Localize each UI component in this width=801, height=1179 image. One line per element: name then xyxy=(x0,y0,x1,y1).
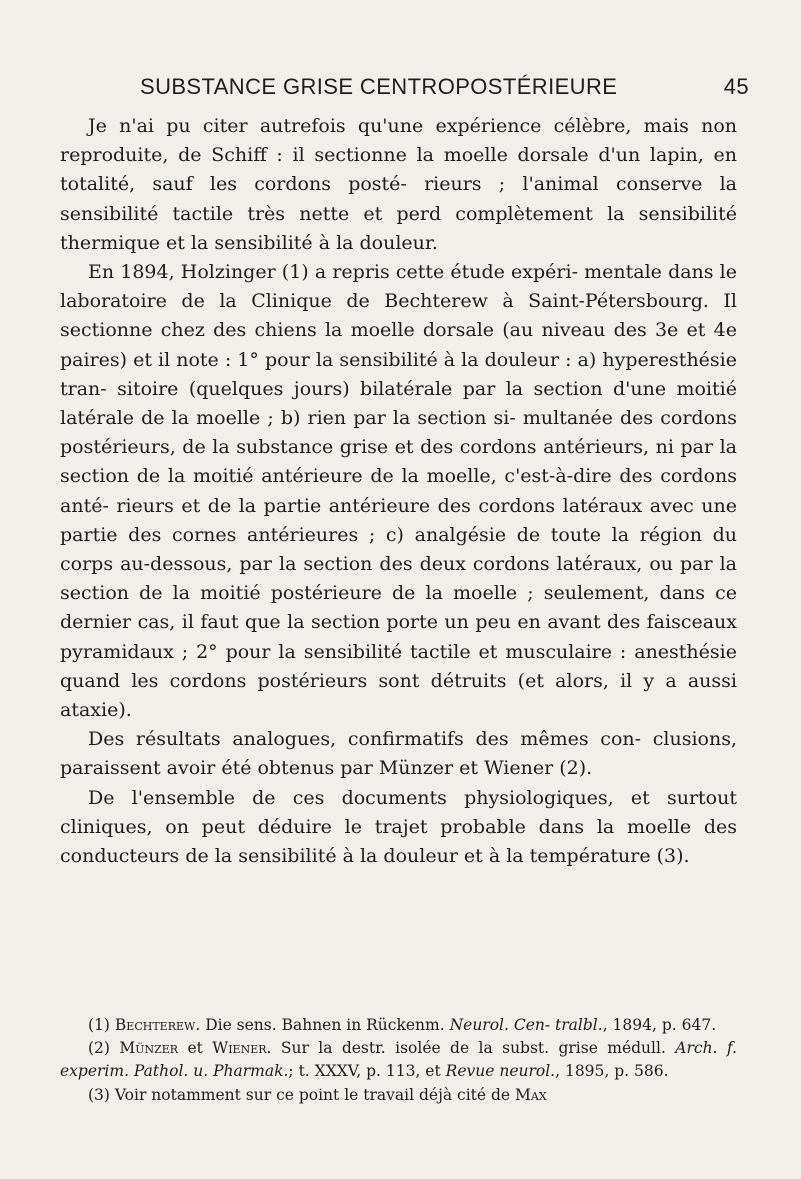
footnotes xyxy=(60,1014,737,1107)
footnote-2-text: Sur la destr. isolée de la subst. grise médull. xyxy=(280,1039,666,1058)
footnote-1-author: Bechterew. xyxy=(114,1016,201,1034)
paragraph-1: Je n'ai pu citer autrefois qu'une expérience célèbre, mais non reproduite, de Schiff : il sectionne la moelle dorsale d'un lapin, en totalité, sauf les cordons posté- rieurs ; l'animal conserve la sensibilité tactile très nette et perd complètement la sensibilité thermique et la sensibilité à la douleur. xyxy=(60,115,737,254)
body-text xyxy=(60,112,737,871)
footnote-2-author: Münzer xyxy=(119,1039,179,1058)
paragraph-4: De l'ensemble de ces documents physiologiques, et surtout cliniques, on peut déduire le trajet probable dans la moelle des conducteurs de la sensibilité à la douleur et à la température (3). xyxy=(60,786,737,868)
footnote-2-journal: Arch. f. experim. Pathol. u. Pharmak. xyxy=(60,1039,737,1081)
footnote-3-text: Voir notamment sur ce point le travail déjà cité de xyxy=(114,1085,511,1104)
footnote-2-number: (2) xyxy=(88,1039,110,1058)
footnote-1-number: (1) xyxy=(88,1016,110,1034)
footnote-3 xyxy=(60,1084,737,1107)
page-number: 45 xyxy=(723,74,749,99)
footnote-2 xyxy=(60,1037,737,1083)
footnote-3-number: (3) xyxy=(88,1085,110,1104)
footnote-1-rest: , 1894, p. 647. xyxy=(602,1016,717,1034)
footnote-1-text: Die sens. Bahnen in Rückenm. xyxy=(205,1016,445,1034)
running-head-title: SUBSTANCE GRISE CENTROPOSTÉRIEURE xyxy=(140,74,618,99)
footnote-1 xyxy=(60,1014,737,1037)
footnote-2-rest2: , 1895, p. 586. xyxy=(555,1062,669,1081)
running-head xyxy=(60,74,749,106)
footnote-1-journal: Neurol. Cen- tralbl. xyxy=(449,1016,603,1034)
footnote-2-journal2: Revue neurol. xyxy=(445,1062,556,1081)
footnote-3-author: Max xyxy=(515,1085,547,1104)
paragraph-3: Des résultats analogues, confirmatifs des mêmes con- clusions, paraissent avoir été obtenus par Münzer et Wiener (2). xyxy=(60,728,737,780)
footnote-2-rest: ; t. XXXV, p. 113, et xyxy=(288,1062,441,1081)
footnote-2-between: et xyxy=(187,1039,203,1058)
footnote-2-author2: Wiener. xyxy=(212,1039,272,1058)
paragraph-2: En 1894, Holzinger (1) a repris cette étude expéri- mentale dans le laboratoire de la Clinique de Bechterew à Saint-Pétersbourg. Il sectionne chez des chiens la moelle dorsale (au niveau des 3e et 4e paires) et il note : 1° pour la sensibilité à la douleur : a) hyperesthésie tran- sitoire (quelques jours) bilatérale par la section d'une moitié latérale de la moelle ; b) rien par la section si- multanée des cordons postérieurs, de la substance grise et des cordons antérieurs, ni par la section de la moitié antérieure de la moelle, c'est-à-dire des cordons anté- rieurs et de la partie antérieure des cordons latéraux avec une partie des cornes antérieures ; c) analgésie de toute la région du corps au-dessous, par la section des deux cordons latéraux, ou par la section de la moitié postérieure de la moelle ; seulement, dans ce dernier cas, il faut que la section porte un peu en avant des faisceaux pyramidaux ; 2° pour la sensibilité tactile et musculaire : anesthésie quand les cordons postérieurs sont détruits (et alors, il y a aussi ataxie). xyxy=(60,261,737,722)
